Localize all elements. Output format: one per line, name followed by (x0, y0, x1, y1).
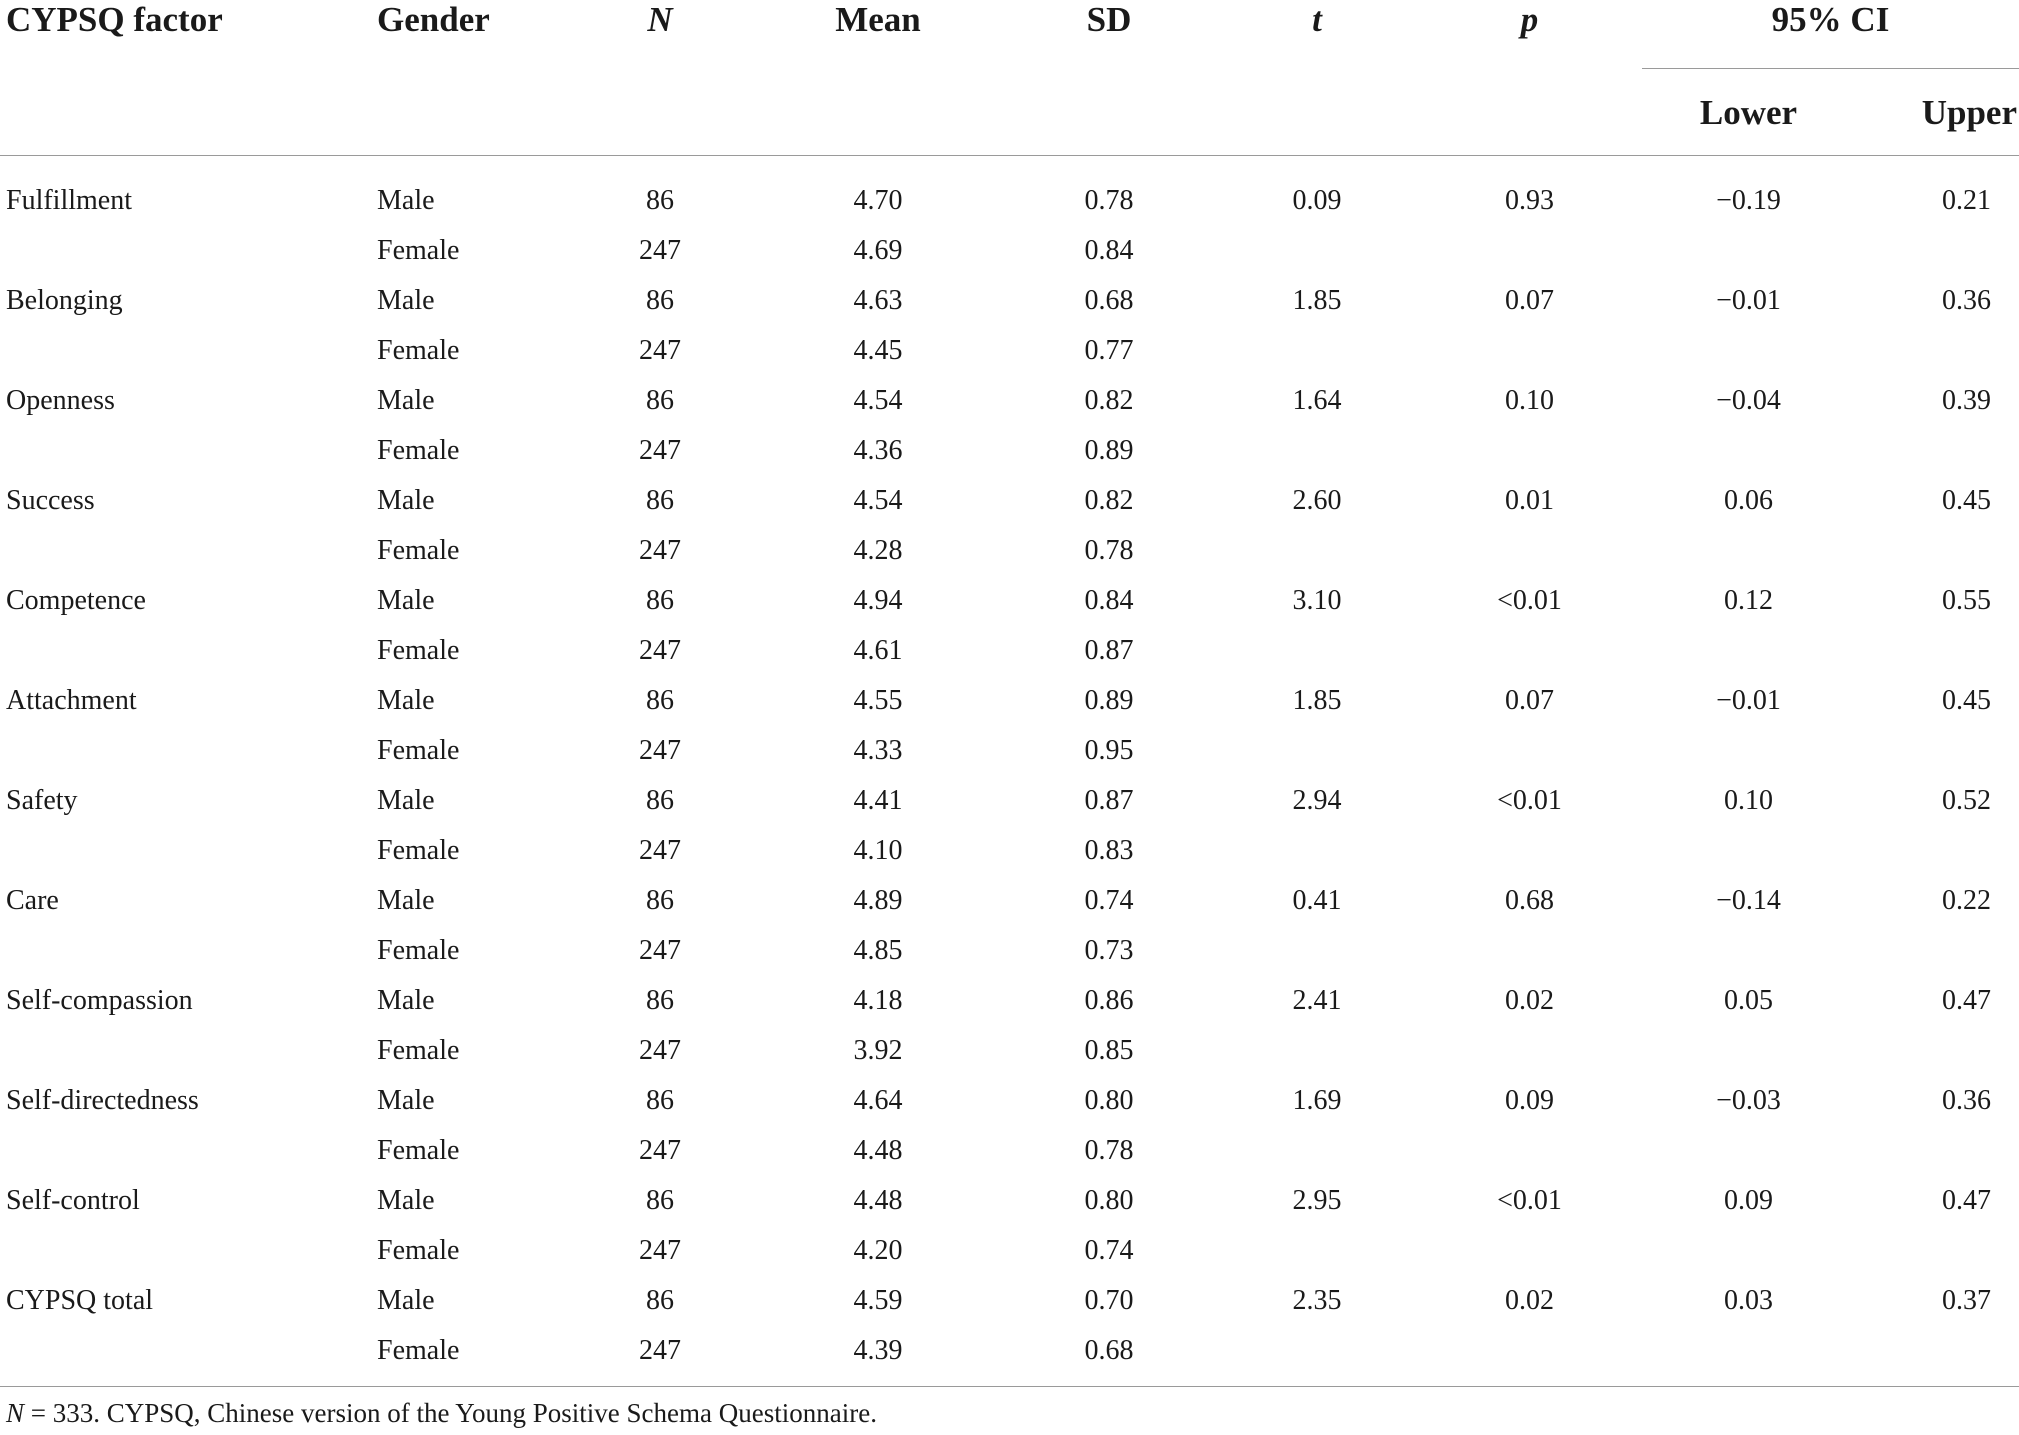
n-cell: 247 (639, 235, 681, 266)
ci-lower-cell-empty (1642, 826, 1855, 876)
p-cell-empty (1417, 826, 1642, 876)
p-cell: <0.01 (1497, 785, 1562, 816)
sd-cell: 0.87 (1084, 785, 1134, 816)
n-cell: 247 (639, 1135, 681, 1166)
sd-cell: 0.87 (1084, 635, 1134, 666)
gender-cell: Male (377, 1185, 435, 1216)
gender-cell: Female (377, 235, 460, 266)
ci-lower-cell-empty (1642, 1226, 1855, 1276)
p-cell: 0.02 (1505, 985, 1554, 1016)
mean-cell: 4.61 (853, 635, 903, 666)
header-spacer (565, 69, 755, 156)
ci-upper-cell-empty (1855, 1126, 2019, 1176)
table-row (0, 1026, 2019, 1076)
p-cell: 0.10 (1505, 385, 1554, 416)
mean-cell: 4.89 (853, 885, 903, 916)
mean-cell: 4.20 (853, 1235, 903, 1266)
table-row (0, 276, 2019, 326)
table-row (0, 776, 2019, 826)
sd-cell: 0.74 (1084, 1235, 1134, 1266)
ci-lower-cell: 0.05 (1724, 985, 1773, 1016)
header-row-bottom (0, 69, 2019, 156)
p-cell: <0.01 (1497, 585, 1562, 616)
t-cell-empty (1217, 1026, 1417, 1076)
gender-cell: Male (377, 1285, 435, 1316)
gender-cell: Male (377, 585, 435, 616)
ci-upper-cell-empty (1855, 726, 2019, 776)
n-cell: 86 (646, 585, 674, 616)
ci-lower-cell: −0.04 (1716, 385, 1781, 416)
p-cell-empty (1417, 1126, 1642, 1176)
sd-cell: 0.95 (1084, 735, 1134, 766)
table-header (0, 0, 2019, 156)
mean-cell: 4.59 (853, 1285, 903, 1316)
ci-upper-cell-empty (1855, 226, 2019, 276)
mean-cell: 4.69 (853, 235, 903, 266)
n-cell: 247 (639, 535, 681, 566)
gender-cell: Female (377, 1135, 460, 1166)
mean-cell: 4.54 (853, 385, 903, 416)
ci-lower-cell-empty (1642, 1126, 1855, 1176)
table-row (0, 326, 2019, 376)
factor-cell-empty (0, 1326, 375, 1387)
ci-lower-cell: −0.01 (1716, 285, 1781, 316)
sd-cell: 0.86 (1084, 985, 1134, 1016)
gender-cell: Male (377, 885, 435, 916)
factor-cell-empty (0, 1026, 375, 1076)
ci-upper-cell-empty (1855, 626, 2019, 676)
header-lower: Lower (1642, 69, 1855, 156)
sd-cell: 0.80 (1084, 1185, 1134, 1216)
table-row (0, 476, 2019, 526)
sd-cell: 0.84 (1084, 235, 1134, 266)
factor-cell-empty (0, 626, 375, 676)
sd-cell: 0.77 (1084, 335, 1134, 366)
table-row (0, 1276, 2019, 1326)
p-cell: 0.68 (1505, 885, 1554, 916)
gender-cell: Female (377, 335, 460, 366)
factor-cell-empty (0, 426, 375, 476)
mean-cell: 4.94 (853, 585, 903, 616)
mean-cell: 4.33 (853, 735, 903, 766)
ci-upper-cell: 0.36 (1942, 1085, 1991, 1116)
ci-upper-cell: 0.47 (1942, 1185, 1991, 1216)
mean-cell: 4.41 (853, 785, 903, 816)
ci-upper-cell: 0.45 (1942, 485, 1991, 516)
ci-upper-cell: 0.45 (1942, 685, 1991, 716)
factor-cell: Openness (6, 385, 115, 416)
mean-cell: 4.39 (755, 1326, 1001, 1387)
factor-cell-empty (0, 326, 375, 376)
t-cell-empty (1217, 1126, 1417, 1176)
mean-cell: 4.63 (853, 285, 903, 316)
p-cell-empty (1417, 326, 1642, 376)
t-cell-empty (1217, 426, 1417, 476)
t-cell: 0.09 (1292, 185, 1342, 216)
t-cell-empty (1217, 226, 1417, 276)
factor-cell-empty (0, 526, 375, 576)
table-row (0, 626, 2019, 676)
table-row (0, 526, 2019, 576)
table-row (0, 576, 2019, 626)
sd-cell: 0.89 (1084, 685, 1134, 716)
gender-cell: Female (377, 1235, 460, 1266)
t-cell: 1.64 (1292, 385, 1342, 416)
ci-upper-cell-empty (1855, 926, 2019, 976)
t-cell: 0.41 (1292, 885, 1342, 916)
t-cell-empty (1217, 1226, 1417, 1276)
n-cell: 86 (646, 185, 674, 216)
table-row (0, 1126, 2019, 1176)
ci-upper-cell: 0.47 (1942, 985, 1991, 1016)
table-row (0, 726, 2019, 776)
t-cell-empty (1217, 726, 1417, 776)
n-cell: 247 (639, 335, 681, 366)
t-cell: 1.85 (1292, 685, 1342, 716)
sd-cell: 0.70 (1084, 1285, 1134, 1316)
n-cell: 247 (639, 835, 681, 866)
header-n: N (647, 0, 673, 39)
mean-cell: 4.45 (853, 335, 903, 366)
gender-cell: Male (377, 1085, 435, 1116)
table-row (0, 976, 2019, 1026)
ci-upper-cell: 0.36 (1942, 285, 1991, 316)
sd-cell: 0.80 (1084, 1085, 1134, 1116)
ci-upper-cell-empty (1855, 826, 2019, 876)
ci-lower-cell: −0.14 (1716, 885, 1781, 916)
n-cell: 247 (639, 1035, 681, 1066)
ci-upper-cell-empty (1855, 1226, 2019, 1276)
sd-cell: 0.84 (1084, 585, 1134, 616)
ci-upper-cell-empty (1855, 1026, 2019, 1076)
p-cell: 0.01 (1505, 485, 1554, 516)
t-cell: 2.41 (1292, 985, 1342, 1016)
mean-cell: 4.70 (853, 185, 903, 216)
p-cell-empty (1417, 926, 1642, 976)
ci-upper-cell-empty (1855, 1326, 2019, 1387)
table-row (0, 426, 2019, 476)
p-cell-empty (1417, 1226, 1642, 1276)
header-row-top (0, 0, 2019, 69)
factor-cell-empty (0, 1226, 375, 1276)
header-spacer (375, 69, 565, 156)
footnote-text: = 333. CYPSQ, Chinese version of the Young Positive Schema Questionnaire. (24, 1398, 877, 1428)
ci-lower-cell-empty (1642, 1326, 1855, 1387)
p-cell: 0.07 (1505, 285, 1554, 316)
n-cell: 86 (646, 285, 674, 316)
gender-cell: Male (377, 185, 435, 216)
t-cell-empty (1217, 826, 1417, 876)
mean-cell: 3.92 (853, 1035, 903, 1066)
factor-cell-empty (0, 926, 375, 976)
ci-lower-cell-empty (1642, 926, 1855, 976)
gender-cell: Female (377, 935, 460, 966)
header-p: p (1520, 0, 1539, 39)
table-row (0, 1076, 2019, 1126)
n-cell: 86 (646, 1185, 674, 1216)
mean-cell: 4.64 (853, 1085, 903, 1116)
factor-cell-empty (0, 226, 375, 276)
t-cell-empty (1217, 526, 1417, 576)
ci-upper-cell: 0.22 (1942, 885, 1991, 916)
header-mean: Mean (835, 0, 921, 39)
header-sd: SD (1086, 0, 1132, 39)
n-cell: 86 (646, 885, 674, 916)
ci-upper-cell-empty (1855, 426, 2019, 476)
gender-cell: Male (377, 385, 435, 416)
table-row (0, 226, 2019, 276)
header-spacer (1217, 69, 1417, 156)
gender-cell: Male (377, 685, 435, 716)
ci-lower-cell: −0.03 (1716, 1085, 1781, 1116)
sd-cell: 0.68 (1084, 285, 1134, 316)
n-cell: 86 (646, 985, 674, 1016)
n-cell: 86 (646, 485, 674, 516)
sd-cell: 0.85 (1084, 1035, 1134, 1066)
ci-lower-cell: 0.06 (1724, 485, 1773, 516)
n-cell: 86 (646, 1085, 674, 1116)
ci-upper-cell: 0.37 (1942, 1285, 1991, 1316)
factor-cell: Success (6, 485, 95, 516)
n-cell: 247 (565, 1326, 755, 1387)
sd-cell: 0.82 (1084, 385, 1134, 416)
ci-upper-cell-empty (1855, 326, 2019, 376)
n-cell: 247 (639, 635, 681, 666)
gender-cell: Male (377, 785, 435, 816)
ci-lower-cell-empty (1642, 426, 1855, 476)
ci-lower-cell-empty (1642, 326, 1855, 376)
gender-cell: Female (377, 535, 460, 566)
p-cell-empty (1417, 526, 1642, 576)
factor-cell: Self-directedness (6, 1085, 199, 1116)
p-cell-empty (1417, 226, 1642, 276)
table-row (0, 1226, 2019, 1276)
table-row (0, 156, 2019, 227)
ci-lower-cell: −0.01 (1716, 685, 1781, 716)
header-upper: Upper (1855, 69, 2019, 156)
header-spacer (1417, 69, 1642, 156)
t-cell: 2.94 (1292, 785, 1342, 816)
factor-cell: Care (6, 885, 59, 916)
ci-lower-cell: 0.03 (1724, 1285, 1773, 1316)
ci-lower-cell-empty (1642, 626, 1855, 676)
ci-lower-cell-empty (1642, 726, 1855, 776)
t-cell: 1.69 (1292, 1085, 1342, 1116)
gender-cell: Female (377, 1035, 460, 1066)
header-t: t (1312, 0, 1322, 39)
t-cell: 2.95 (1292, 1185, 1342, 1216)
gender-cell: Female (377, 835, 460, 866)
t-cell-empty (1217, 926, 1417, 976)
t-cell-empty (1217, 326, 1417, 376)
ci-lower-cell-empty (1642, 526, 1855, 576)
sd-cell: 0.68 (1001, 1326, 1217, 1387)
mean-cell: 4.85 (853, 935, 903, 966)
header-spacer (0, 69, 375, 156)
table-body (0, 156, 2019, 1387)
factor-cell: Competence (6, 585, 146, 616)
factor-cell: CYPSQ total (6, 1285, 154, 1316)
t-cell: 1.85 (1292, 285, 1342, 316)
ci-upper-cell-empty (1855, 526, 2019, 576)
mean-cell: 4.10 (853, 835, 903, 866)
gender-cell: Female (377, 435, 460, 466)
mean-cell: 4.18 (853, 985, 903, 1016)
p-cell-empty (1417, 1326, 1642, 1387)
n-cell: 247 (639, 1235, 681, 1266)
gender-cell: Female (377, 735, 460, 766)
ci-lower-cell-empty (1642, 226, 1855, 276)
p-cell-empty (1417, 626, 1642, 676)
factor-cell-empty (0, 826, 375, 876)
ci-lower-cell-empty (1642, 1026, 1855, 1076)
table-row (0, 826, 2019, 876)
p-cell: <0.01 (1497, 1185, 1562, 1216)
table-row (0, 1326, 2019, 1387)
factor-cell: Fulfillment (6, 185, 132, 216)
n-cell: 86 (646, 685, 674, 716)
p-cell: 0.09 (1505, 1085, 1554, 1116)
ci-upper-cell: 0.39 (1942, 385, 1991, 416)
mean-cell: 4.28 (853, 535, 903, 566)
ci-upper-cell: 0.55 (1942, 585, 1991, 616)
gender-cell: Male (377, 485, 435, 516)
table-row (0, 876, 2019, 926)
t-cell-empty (1217, 626, 1417, 676)
footnote-n-symbol: N (6, 1398, 25, 1428)
factor-cell: Self-control (6, 1185, 140, 1216)
n-cell: 247 (639, 735, 681, 766)
factor-cell: Safety (6, 785, 78, 816)
factor-cell-empty (0, 726, 375, 776)
gender-cell: Female (377, 635, 460, 666)
n-cell: 86 (646, 1285, 674, 1316)
table-footnote (6, 1400, 877, 1427)
sd-cell: 0.83 (1084, 835, 1134, 866)
ci-upper-cell: 0.21 (1942, 185, 1991, 216)
t-cell-empty (1217, 1326, 1417, 1387)
factor-cell-empty (0, 1126, 375, 1176)
factor-cell: Self-compassion (6, 985, 193, 1016)
sd-cell: 0.82 (1084, 485, 1134, 516)
sd-cell: 0.89 (1084, 435, 1134, 466)
mean-cell: 4.48 (853, 1135, 903, 1166)
header-gender: Gender (377, 0, 490, 39)
sd-cell: 0.78 (1084, 185, 1134, 216)
n-cell: 86 (646, 385, 674, 416)
mean-cell: 4.36 (853, 435, 903, 466)
table-row (0, 676, 2019, 726)
n-cell: 247 (639, 935, 681, 966)
t-cell: 2.35 (1292, 1285, 1342, 1316)
p-cell-empty (1417, 726, 1642, 776)
sd-cell: 0.78 (1084, 1135, 1134, 1166)
p-cell-empty (1417, 1026, 1642, 1076)
sd-cell: 0.73 (1084, 935, 1134, 966)
gender-cell: Male (377, 985, 435, 1016)
gender-cell: Female (375, 1326, 565, 1387)
ci-lower-cell: 0.10 (1724, 785, 1773, 816)
ci-lower-cell: −0.19 (1716, 185, 1781, 216)
mean-cell: 4.48 (853, 1185, 903, 1216)
gender-cell: Male (377, 285, 435, 316)
p-cell: 0.02 (1505, 1285, 1554, 1316)
table-row (0, 376, 2019, 426)
n-cell: 86 (646, 785, 674, 816)
factor-cell: Attachment (6, 685, 137, 716)
p-cell: 0.07 (1505, 685, 1554, 716)
header-spacer (755, 69, 1001, 156)
table-row (0, 1176, 2019, 1226)
sd-cell: 0.74 (1084, 885, 1134, 916)
ci-upper-cell: 0.52 (1942, 785, 1991, 816)
t-cell: 3.10 (1292, 585, 1342, 616)
sd-cell: 0.78 (1084, 535, 1134, 566)
mean-cell: 4.55 (853, 685, 903, 716)
table-row (0, 926, 2019, 976)
header-spacer (1001, 69, 1217, 156)
ci-lower-cell: 0.12 (1724, 585, 1773, 616)
n-cell: 247 (639, 435, 681, 466)
ci-lower-cell: 0.09 (1724, 1185, 1773, 1216)
header-ci: 95% CI (1642, 0, 2019, 69)
p-cell-empty (1417, 426, 1642, 476)
mean-cell: 4.54 (853, 485, 903, 516)
factor-cell: Belonging (6, 285, 123, 316)
header-factor: CYPSQ factor (6, 0, 223, 39)
p-cell: 0.93 (1505, 185, 1554, 216)
t-cell: 2.60 (1292, 485, 1342, 516)
